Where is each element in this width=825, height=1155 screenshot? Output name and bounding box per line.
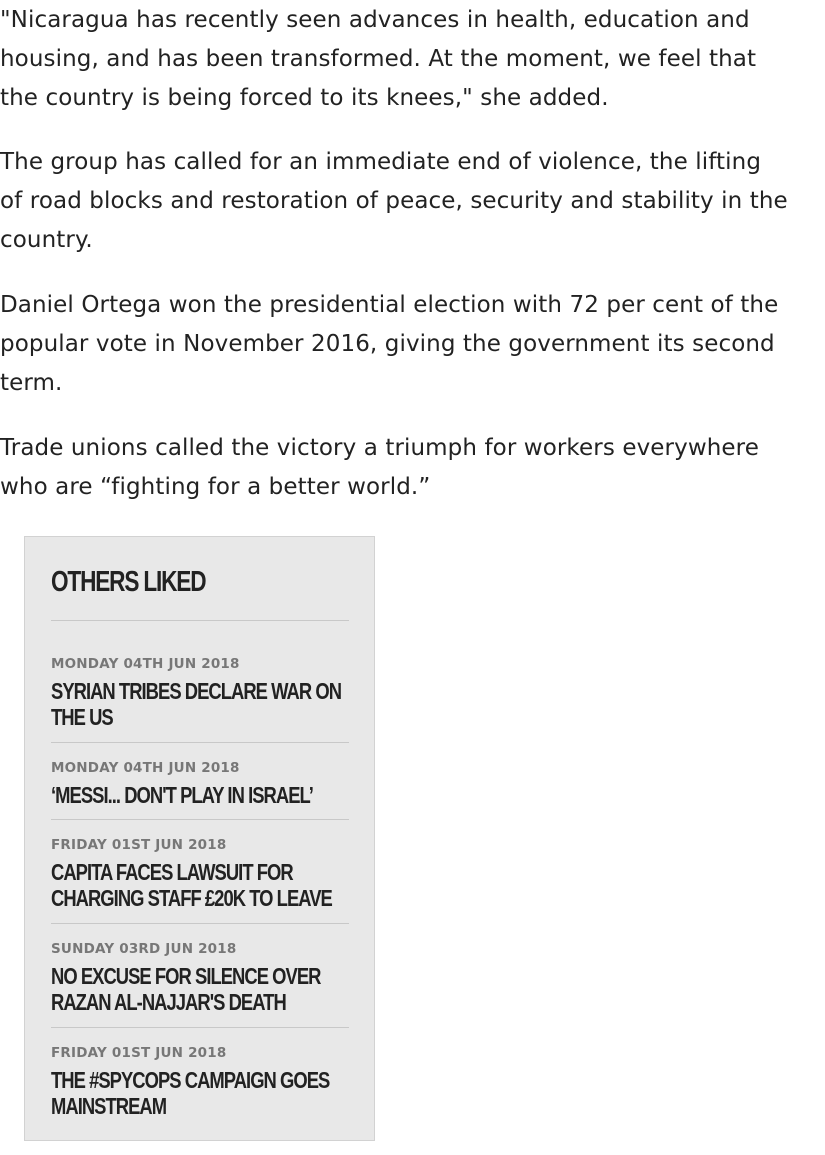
- article-paragraph: The group has called for an immediate end of violence, the lifting of road blocks and restoration of peace, security and stability in the country.: [0, 149, 788, 253]
- item-date: FRIDAY 01ST JUN 2018: [51, 1045, 227, 1061]
- item-headline-link[interactable]: CAPITA FACES LAWSUIT FOR CHARGING STAFF £20K TO LEAVE: [51, 859, 332, 911]
- others-liked-item[interactable]: [51, 941, 349, 1015]
- others-liked-item[interactable]: [51, 656, 349, 730]
- divider: [51, 620, 349, 621]
- others-liked-panel: [24, 536, 375, 1141]
- item-headline-link[interactable]: ‘MESSI... DON'T PLAY IN ISRAEL’: [51, 782, 313, 808]
- item-headline-link[interactable]: SYRIAN TRIBES DECLARE WAR ON THE US: [51, 678, 342, 730]
- item-date: MONDAY 04TH JUN 2018: [51, 760, 240, 776]
- divider: [51, 923, 349, 924]
- article-paragraph: "Nicaragua has recently seen advances in health, education and housing, and has been transformed. At the moment, we feel that the country is being forced to its knees," she added.: [0, 7, 757, 111]
- article-paragraph: Daniel Ortega won the presidential election with 72 per cent of the popular vote in November 2016, giving the government its second term.: [0, 292, 779, 396]
- item-date: SUNDAY 03RD JUN 2018: [51, 941, 237, 957]
- divider: [51, 742, 349, 743]
- others-liked-item[interactable]: [51, 760, 349, 808]
- others-liked-item[interactable]: [51, 837, 349, 911]
- item-headline-link[interactable]: NO EXCUSE FOR SILENCE OVER RAZAN AL-NAJJAR'S DEATH: [51, 963, 321, 1015]
- divider: [51, 1027, 349, 1028]
- item-date: FRIDAY 01ST JUN 2018: [51, 837, 227, 853]
- others-liked-title: OTHERS LIKED: [51, 566, 206, 598]
- others-liked-item[interactable]: [51, 1045, 349, 1119]
- article-paragraph: Trade unions called the victory a triumph for workers everywhere who are “fighting for a better world.”: [0, 435, 759, 500]
- item-headline-link[interactable]: THE #SPYCOPS CAMPAIGN GOES MAINSTREAM: [51, 1067, 330, 1119]
- item-date: MONDAY 04TH JUN 2018: [51, 656, 240, 672]
- divider: [51, 819, 349, 820]
